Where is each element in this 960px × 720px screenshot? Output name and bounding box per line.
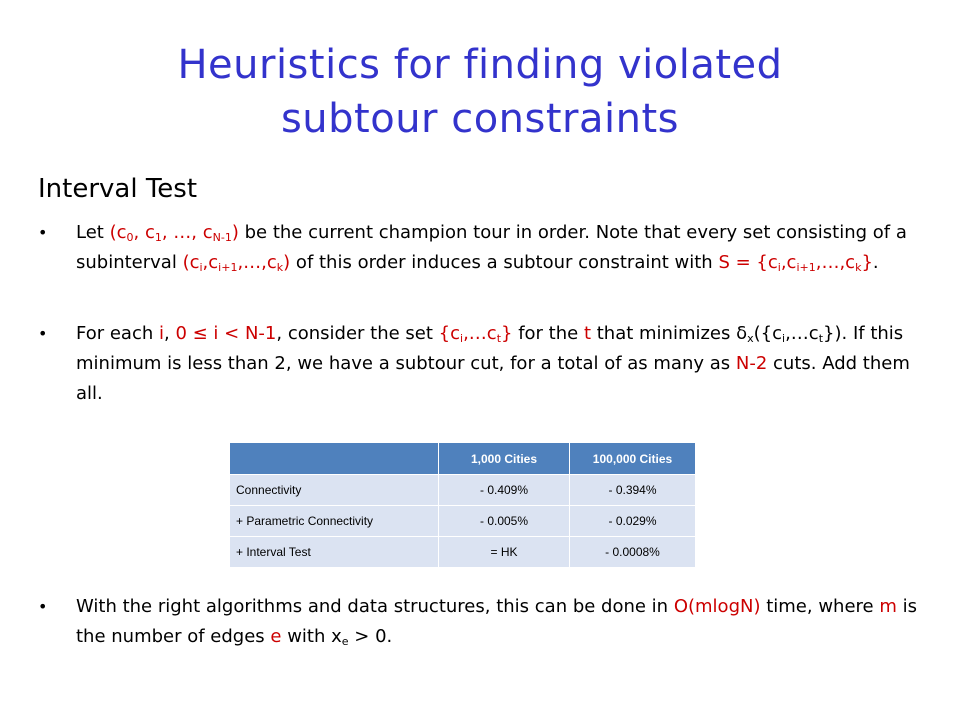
subscript: k xyxy=(855,261,862,274)
text-run: For each xyxy=(76,323,159,344)
text-run: O(mlogN) xyxy=(673,596,761,617)
text-run: be the current champion tour in order. Note that every set consisting of a subinterval xyxy=(76,222,907,273)
text-run: S = {c xyxy=(718,252,778,273)
text-run: (c xyxy=(109,222,127,243)
subscript: t xyxy=(818,332,824,345)
subscript: i+1 xyxy=(796,261,816,274)
table-cell: + Interval Test xyxy=(230,537,439,568)
text-run: If this minimum is less than 2, we have a subtour cut, for a total of as many as xyxy=(76,323,904,374)
table-header-cell xyxy=(230,443,439,475)
slide-title xyxy=(0,38,960,146)
text-run xyxy=(718,252,872,273)
title-line-2: subtour constraints xyxy=(280,96,680,142)
subscript: k xyxy=(276,261,284,274)
text-run: } xyxy=(861,252,873,273)
subscript: i xyxy=(777,261,781,274)
table-cell: = HK xyxy=(439,537,570,568)
bullet-text-2 xyxy=(76,319,928,409)
subscript: e xyxy=(341,635,349,648)
subscript: i xyxy=(782,332,786,345)
text-run: , xyxy=(164,323,176,344)
text-run: } xyxy=(501,323,513,344)
text-run xyxy=(183,252,291,273)
subscript: i+1 xyxy=(218,261,238,274)
table-cell: - 0.029% xyxy=(570,506,696,537)
text-run: ({c xyxy=(753,323,783,344)
text-run: Let xyxy=(76,222,110,243)
table-row xyxy=(230,537,696,568)
subscript: x xyxy=(747,332,754,345)
text-run: with x xyxy=(281,626,342,647)
text-run: δ xyxy=(736,323,748,344)
text-run: ) xyxy=(283,252,291,273)
text-run: }). xyxy=(823,323,848,344)
text-run xyxy=(439,323,513,344)
table-cell: - 0.0008% xyxy=(570,537,696,568)
results-table xyxy=(229,442,696,568)
bullet-item-2 xyxy=(38,319,928,409)
table-cell: Connectivity xyxy=(230,475,439,506)
text-run: {c xyxy=(438,323,460,344)
text-run: ,…c xyxy=(785,323,819,344)
table-header-cell: 100,000 Cities xyxy=(570,443,696,475)
text-run: time, where xyxy=(760,596,880,617)
table-header-cell: 1,000 Cities xyxy=(439,443,570,475)
table-cell: + Parametric Connectivity xyxy=(230,506,439,537)
text-run: ,…,c xyxy=(237,252,277,273)
bullet-text-1 xyxy=(76,218,928,278)
bullet-marker: • xyxy=(38,597,48,616)
table-cell: - 0.394% xyxy=(570,475,696,506)
text-run: . xyxy=(872,252,879,273)
table-row xyxy=(230,475,696,506)
text-run: m xyxy=(879,596,897,617)
bullet-item-3 xyxy=(38,592,928,652)
subscript: i xyxy=(199,261,203,274)
bullet-marker: • xyxy=(38,223,48,242)
text-run: N-2 xyxy=(735,353,768,374)
text-run: for the xyxy=(512,323,584,344)
table-cell: - 0.409% xyxy=(439,475,570,506)
text-run: , consider the set xyxy=(276,323,439,344)
text-run: With the right algorithms and data structures, this can be done in xyxy=(76,596,674,617)
bullet-text-3 xyxy=(76,592,928,652)
text-run: > 0. xyxy=(348,626,393,647)
subscript: t xyxy=(496,332,502,345)
text-run: (c xyxy=(182,252,200,273)
text-run: e xyxy=(270,626,282,647)
table-header-row xyxy=(230,443,696,475)
text-run: 0 ≤ i < N-1 xyxy=(175,323,277,344)
bullet-item-1 xyxy=(38,218,928,278)
subscript: N-1 xyxy=(212,231,232,244)
text-run: ,c xyxy=(780,252,797,273)
subscript: i xyxy=(460,332,464,345)
subscript: 0 xyxy=(126,231,134,244)
text-run xyxy=(110,222,239,243)
text-run: of this order induces a subtour constraint with xyxy=(290,252,719,273)
table-cell: - 0.005% xyxy=(439,506,570,537)
subscript: 1 xyxy=(154,231,162,244)
text-run: , c xyxy=(133,222,155,243)
text-run: that minimizes xyxy=(591,323,737,344)
title-line-1: Heuristics for finding violated xyxy=(177,42,783,88)
text-run: is the number of edges xyxy=(76,596,917,647)
table-row xyxy=(230,506,696,537)
bullet-marker: • xyxy=(38,324,48,343)
text-run: i xyxy=(158,323,164,344)
text-run: ,…,c xyxy=(815,252,856,273)
text-run: , …, c xyxy=(161,222,213,243)
text-run: ,c xyxy=(202,252,219,273)
text-run: ,…c xyxy=(463,323,497,344)
text-run: ) xyxy=(231,222,239,243)
text-run: cuts. Add them all. xyxy=(76,353,910,404)
section-heading: Interval Test xyxy=(38,174,198,204)
text-run: t xyxy=(583,323,591,344)
